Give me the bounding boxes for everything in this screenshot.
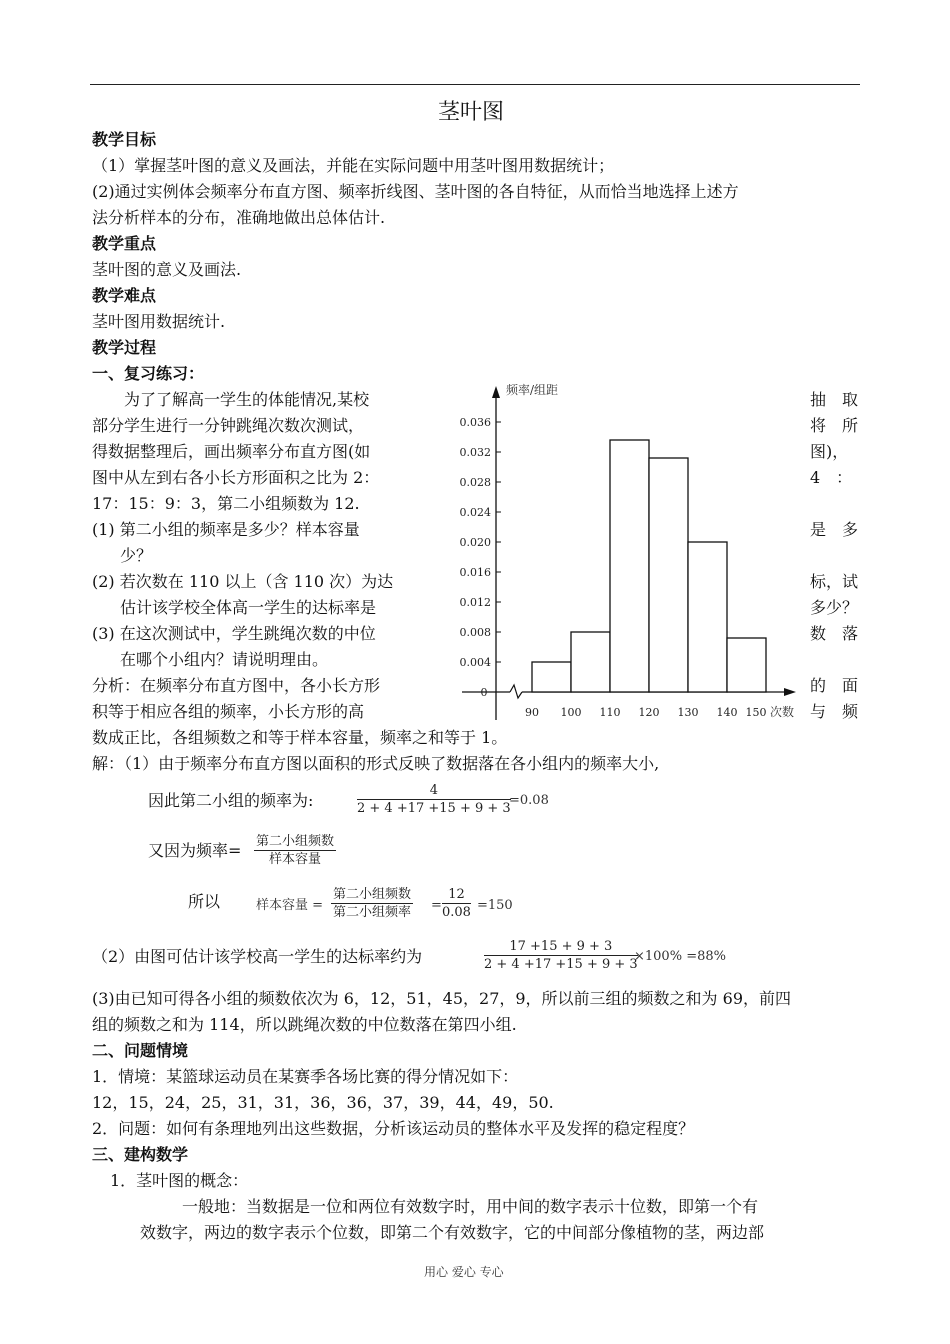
review-line: 为了了解高一学生的体能情况,某校 [108,390,370,409]
x-tick-label: 140 [716,706,738,719]
solution-c-label: 所以 [188,892,221,911]
origin-label: 0 [480,686,488,699]
construct-paragraph-2: 效数字，两边的数字表示个位数，即第二个有效数字，它的中间部分像植物的茎，两边部 [140,1223,765,1242]
difficulty-text: 茎叶图用数据统计. [92,312,226,331]
situation-data: 12，15，24，25，31，31，36，36，37，39，44，49，50. [92,1093,554,1112]
solution-c-fraction-1 [331,886,413,921]
histogram-bar [571,632,610,692]
solution-3-line-2: 组的频数之和为 114，所以跳绳次数的中位数落在第四小组. [92,1015,517,1034]
question-1-cont: 少？ [120,546,153,565]
review-line: 图中从左到右各小长方形面积之比为 2： [92,468,380,487]
x-tick-label: 100 [560,706,582,719]
fraction-denominator: 2 + 4 +17 +15 + 9 + 3 [484,957,638,972]
solution-2-result: ×100% =88% [634,949,726,964]
question-3: (3) 在这次测试中，学生跳绳次数的中位 [92,624,376,643]
solution-b-label: 又因为频率= [148,841,242,860]
situation-1: 1．情境：某篮球运动员在某赛季各场比赛的得分情况如下： [92,1067,519,1086]
x-tick-label: 120 [638,706,660,719]
y-tick-label: 0.036 [459,416,491,429]
construct-paragraph-1: 一般地：当数据是一位和两位有效数字时，用中间的数字表示十位数，即第一个有 [182,1197,759,1216]
solution-b-fraction [254,833,336,868]
x-axis-arrow [784,688,796,696]
construct-1: 1．茎叶图的概念： [110,1171,249,1190]
x-axis-label: 次数 [770,705,795,719]
fraction-numerator: 17 +15 + 9 + 3 [484,938,638,956]
solution-a-label: 因此第二小组的频率为: [148,791,314,810]
x-tick-label: 150 [745,706,767,719]
question-2: (2) 若次数在 110 以上（含 110 次）为达 [92,572,394,591]
y-tick-label: 0.020 [459,536,491,549]
histogram-bar [532,662,571,692]
question-2-cont: 估计该学校全体高一学生的达标率是 [120,598,377,617]
fraction-numerator: 第二小组频数 [333,887,412,902]
question-3-cont: 在哪个小组内？请说明理由。 [120,650,329,669]
solution-2-fraction [484,938,638,973]
fraction-numerator: 4 [357,782,511,800]
situation-2: 2．问题：如何有条理地列出这些数据，分析该运动员的整体水平及发挥的稳定程度？ [92,1119,695,1138]
x-tick-label: 130 [677,706,699,719]
review-line: 17：15：9：3，第二小组频数为 12. [92,494,360,513]
y-tick-label: 0.012 [459,596,491,609]
process-heading: 教学过程 [92,338,157,357]
goal-1: （1）掌握茎叶图的意义及画法，并能在实际问题中用茎叶图用数据统计； [92,156,615,175]
analysis-line-1: 分析：在频率分布直方图中，各小长方形 [92,676,381,695]
right-col-text: 多少？ [810,598,859,617]
fraction-denominator: 样本容量 [269,852,322,867]
y-tick-label: 0.024 [459,506,491,519]
solution-c-fraction-2 [442,886,471,921]
right-col-text: 数 落 [810,624,859,643]
fraction-numerator: 第二小组频数 [256,834,335,849]
solution-a-fraction [357,782,511,817]
fraction-denominator: 第二小组频率 [333,905,412,920]
right-col-text: 与 频 [810,702,859,721]
goal-2-line-2: 法分析样本的分布，准确地做出总体估计. [92,208,386,227]
goal-2-line-1: (2)通过实例体会频率分布直方图、频率折线图、茎叶图的各自特征，从而恰当地选择上述方 [92,182,739,201]
histogram-bar [688,542,727,692]
histogram-bar [649,458,688,692]
histogram-bar [727,638,766,692]
y-tick-label: 0.028 [459,476,491,489]
right-col-text: 的 面 [810,676,859,695]
x-tick-label: 110 [599,706,621,719]
page-title: 茎叶图 [438,100,505,125]
right-col-text: 4 ： [810,468,853,487]
solution-3-line-1: (3)由已知可得各小组的频数依次为 6，12，51，45，27，9，所以前三组的频数之和为 69，前四 [92,989,791,1008]
y-axis-label: 频率/组距 [506,383,559,397]
axis-break-mark [510,685,522,698]
goals-heading: 教学目标 [92,130,157,149]
right-col-text: 是 多 [810,520,859,539]
page-footer: 用心 爱心 专心 [424,1265,504,1279]
fraction-denominator: 0.08 [442,905,471,920]
y-axis-arrow [492,386,500,398]
right-col-text: 图)， [810,442,849,461]
difficulty-heading: 教学难点 [92,286,157,305]
y-tick-label: 0.016 [459,566,491,579]
y-tick-label: 0.032 [459,446,491,459]
analysis-line-2: 积等于相应各组的频率，小长方形的高 [92,702,365,721]
solution-c-result: =150 [477,898,513,913]
solution-2-label: （2）由图可估计该学校高一学生的达标率约为 [92,947,423,966]
histogram-bar [610,440,649,692]
key-text: 茎叶图的意义及画法. [92,260,242,279]
fraction-denominator: 2 + 4 +17 +15 + 9 + 3 [357,801,511,816]
header-rule [90,84,860,85]
key-heading: 教学重点 [92,234,157,253]
right-col-text: 标，试 [810,572,859,591]
review-heading: 一、复习练习： [92,364,205,383]
review-line: 部分学生进行一分钟跳绳次数次测试， [92,416,365,435]
construct-heading: 三、建构数学 [92,1145,189,1164]
x-tick-label: 90 [525,706,539,719]
question-1: (1) 第二小组的频率是多少？样本容量 [92,520,360,539]
solution-a-result: =0.08 [509,793,549,808]
fraction-numerator: 12 [442,886,471,904]
analysis-line-3: 数成正比，各组频数之和等于样本容量，频率之和等于 1。 [92,728,508,747]
situation-heading: 二、问题情境 [92,1041,189,1060]
solution-line-1: 解：（1）由于频率分布直方图以面积的形式反映了数据落在各小组内的频率大小, [92,754,660,773]
right-col-text: 将 所 [810,416,859,435]
right-col-text: 抽 取 [810,390,859,409]
y-tick-label: 0.004 [459,656,491,669]
y-tick-label: 0.008 [459,626,491,639]
solution-c-equals: = [431,898,442,913]
review-line: 得数据整理后，画出频率分布直方图(如 [92,442,371,461]
frequency-histogram [440,376,810,726]
solution-c-prefix: 样本容量 = [256,898,324,913]
